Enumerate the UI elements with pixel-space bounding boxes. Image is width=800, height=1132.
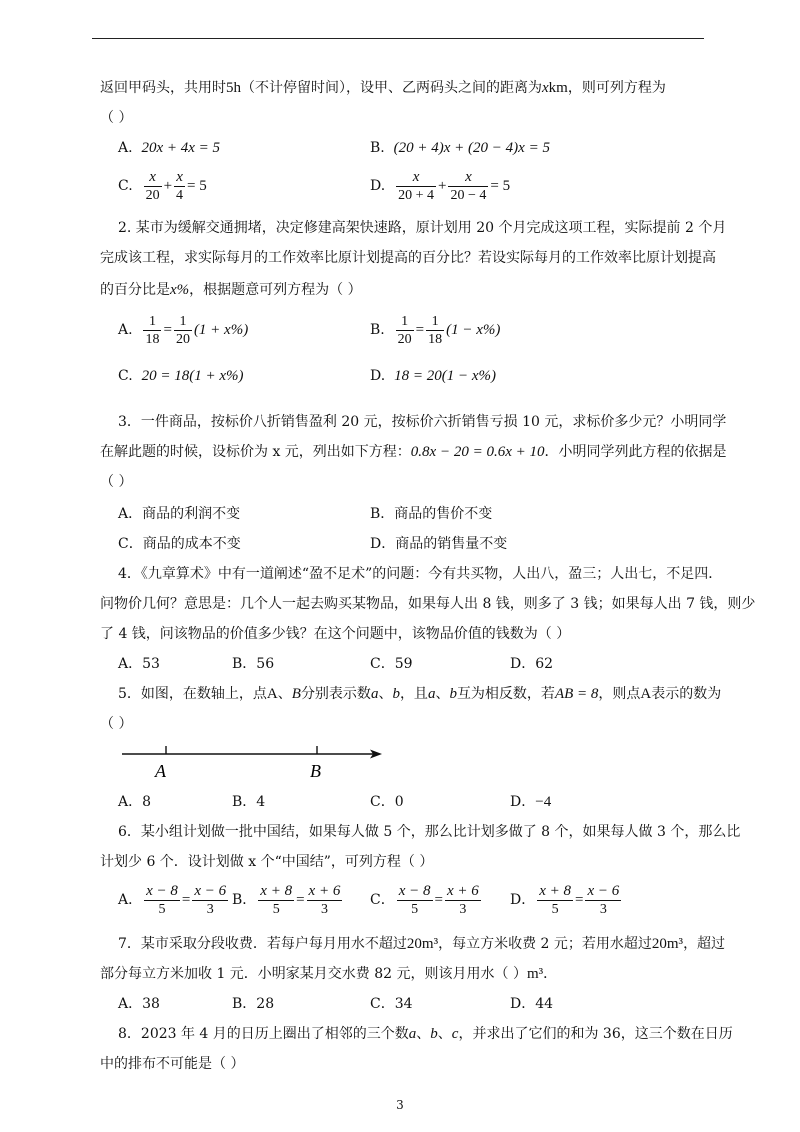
q2-a-tail: (1 + x%) [193, 322, 249, 338]
q3-option-c: C．商品的成本不变 [118, 536, 241, 552]
q5-text-c: ，且 [399, 686, 428, 702]
q8-var-b: b [430, 1026, 438, 1042]
q7-volume-2: 20m³ [651, 936, 684, 952]
q6-option-c [370, 880, 483, 920]
q1-stem-line [100, 78, 666, 98]
q2-d-expr: 18 = 20(1 − x%) [394, 368, 496, 384]
q4-option-b: B．56 [232, 656, 275, 672]
q2-line3 [100, 280, 362, 300]
q5-d-label: D． [510, 794, 536, 810]
frac-num: x [396, 169, 436, 187]
q8-var-a: a [408, 1026, 417, 1042]
q6-option-d [510, 880, 623, 920]
q6-a-frac2 [192, 883, 228, 918]
q5-pt-a2: A [640, 686, 652, 702]
q2-c-expr: 20 = 18(1 + x%) [141, 368, 244, 384]
q2-option-b [370, 310, 500, 350]
q2-b-tail: (1 − x%) [446, 322, 501, 338]
q6-option-a [118, 880, 230, 920]
q3-option-d: D．商品的销售量不变 [370, 536, 508, 552]
frac-den: 3 [599, 901, 607, 917]
q4-line2: 问物价几何？意思是：几个人一起去购买某物品，如果每人出 8 钱，则多了 3 钱；如果每人出 7 钱，则少 [100, 596, 756, 612]
q5-option-a: A．8 [118, 794, 152, 810]
q1-d-frac1 [396, 169, 436, 204]
q1-d-rhs: = 5 [490, 178, 511, 194]
q5-answer-paren: （ ） [100, 716, 133, 732]
frac-num: 1 [143, 313, 161, 331]
q1-a-expr: 20x + 4x = 5 [141, 140, 221, 156]
q1-b-label: B. [370, 140, 385, 156]
q5-sep3: 、 [435, 686, 450, 702]
frac-den: 5 [272, 901, 280, 917]
page-number: 3 [396, 1098, 404, 1112]
q1-text-b: （不计停留时间），设甲、乙两码头之间的距离为 [241, 80, 542, 96]
q3-answer-paren: （ ） [100, 474, 133, 490]
q1-c-frac2 [174, 169, 185, 204]
frac-den: 20 [145, 187, 160, 203]
frac-num: x + 8 [260, 882, 293, 899]
q1-option-d [370, 166, 510, 206]
q2-b-frac1 [396, 313, 414, 348]
q2-option-d [370, 366, 496, 386]
q2-text-b: ，根据题意可列方程为（ ） [189, 282, 362, 298]
q8-text-a: 8．2023 年 4 月的日历上圈出了相邻的三个数 [118, 1026, 409, 1042]
q6-b-frac2 [307, 883, 343, 918]
q6-b-frac1 [258, 883, 294, 918]
axis-label-a: A [155, 761, 166, 781]
frac-num: x + 6 [446, 882, 479, 899]
q1-unit: km [548, 80, 568, 96]
q6-a-label: A． [118, 892, 143, 908]
q2-var: x% [170, 282, 190, 298]
q1-option-b [370, 138, 550, 158]
q1-c-label: C. [118, 178, 133, 194]
q5-sep1: 、 [277, 686, 292, 702]
q2-c-label: C. [118, 368, 133, 384]
q6-d-frac1 [537, 883, 573, 918]
frac-num: x − 8 [398, 882, 431, 899]
q1-answer-paren: （ ） [100, 110, 133, 126]
q2-a-label: A. [118, 322, 133, 338]
q4-line1: 4．《九章算术》中有一道阐述“盈不足术”的问题：今有共买物，人出八，盈三；人出七，不足四． [118, 566, 723, 582]
q6-option-b [232, 880, 344, 920]
q3-option-a: A．商品的利润不变 [118, 506, 241, 522]
q1-c-frac1 [144, 169, 162, 204]
q1-c-op: + [163, 178, 173, 194]
q6-c-frac2 [445, 883, 481, 918]
q8-sep1: 、 [416, 1026, 431, 1042]
q6-eq: = [296, 892, 305, 908]
q1-option-a [118, 138, 220, 158]
frac-den: 20 [175, 331, 190, 347]
q6-line1: 6．某小组计划做一批中国结，如果每人做 5 个，那么比计划多做了 8 个，如果每人做 3 个，那么比 [118, 824, 741, 840]
q5-option-c: C．0 [370, 794, 404, 810]
frac-num: x − 6 [194, 882, 227, 899]
q5-text-e: ，则点 [598, 686, 641, 702]
q3-text-a: 在解此题的时候，设标价为 x 元，列出如下方程： [100, 444, 411, 460]
q6-c-label: C． [370, 892, 395, 908]
q4-option-a: A．53 [118, 656, 160, 672]
frac-num: 1 [174, 313, 192, 331]
q5-var-b2: b [449, 686, 457, 702]
q7-text-e: ． [543, 966, 558, 982]
q5-text-f: 表示的数为 [651, 686, 722, 702]
q5-option-d [510, 792, 551, 812]
q5-condition: AB = 8 [554, 686, 599, 702]
q8-sep2: 、 [437, 1026, 452, 1042]
q6-eq: = [181, 892, 191, 908]
q5-sep2: 、 [378, 686, 393, 702]
q6-d-label: D． [510, 892, 536, 908]
frac-den: 5 [411, 901, 419, 917]
frac-num: x − 8 [146, 882, 178, 899]
q1-d-op: + [438, 178, 447, 194]
q1-time: 5h [226, 80, 241, 96]
frac-den: 20 [397, 331, 412, 347]
frac-den: 3 [459, 901, 467, 917]
q4-option-c: C．59 [370, 656, 413, 672]
frac-num: x + 6 [308, 882, 341, 899]
frac-num: x [144, 169, 162, 187]
q5-pt-b: B [291, 686, 301, 702]
q1-text-a: 返回甲码头，共用时 [100, 80, 226, 96]
q7-text-d: 部分每立方米加收 1 元．小明家某月交水费 82 元，则该月用水（ ） [100, 966, 527, 982]
q7-text-b: ，每立方米收费 2 元；若用水超过 [438, 936, 652, 952]
q3-equation: 0.8x − 20 = 0.6x + 10 [410, 444, 545, 460]
q2-a-eq: = [163, 322, 172, 338]
q2-b-eq: = [415, 322, 425, 338]
q2-option-a [118, 310, 248, 350]
frac-num: x [174, 169, 185, 187]
q2-line1: 2. 某市为缓解交通拥堵，决定修建高架快速路，原计划用 20 个月完成这项工程，实际提前 2 个月 [118, 220, 727, 236]
q5-var-a: a [370, 686, 379, 702]
q6-b-label: B． [232, 892, 257, 908]
frac-den: 3 [206, 901, 214, 917]
q3-option-b: B．商品的售价不变 [370, 506, 493, 522]
frac-num: 1 [396, 313, 414, 331]
q8-text-b: ，并求出了它们的和为 36，这三个数在日历 [458, 1026, 733, 1042]
q7-line1 [118, 934, 725, 954]
q1-d-label: D. [370, 178, 386, 194]
q2-line2: 完成该工程，求实际每月的工作效率比原计划提高的百分比？若设实际每月的工作效率比原计划提高 [100, 250, 716, 266]
q2-text-a: 的百分比是 [100, 282, 170, 298]
q3-line2 [100, 442, 726, 462]
q5-pt-a: A [266, 686, 278, 702]
q7-text-a: 7．某市采取分段收费．若每户每月用水不超过 [118, 936, 407, 952]
q2-b-frac2 [426, 313, 444, 348]
q7-option-a: A．38 [118, 996, 160, 1012]
q5-text-d: 互为相反数，若 [456, 686, 555, 702]
q1-b-expr: (20 + 4)x + (20 − 4)x = 5 [393, 140, 550, 156]
frac-num: 1 [426, 313, 444, 331]
q6-eq: = [575, 892, 584, 908]
q2-b-label: B. [370, 322, 385, 338]
q4-line3: 了 4 钱，问该物品的价值多少钱？在这个问题中，该物品价值的钱数为（ ） [100, 626, 571, 642]
q5-text-b: 分别表示数 [300, 686, 371, 702]
q7-option-b: B．28 [232, 996, 275, 1012]
q6-line2: 计划少 6 个．设计划做 x 个“中国结”，可列方程（ ） [100, 854, 434, 870]
q2-a-frac2 [174, 313, 192, 348]
q6-a-frac1 [144, 883, 180, 918]
frac-den: 4 [176, 187, 184, 203]
frac-den: 18 [145, 331, 160, 347]
frac-num: x [448, 169, 488, 187]
header-rule [92, 38, 704, 39]
frac-den: 20 + 4 [398, 187, 434, 203]
q5-var-b: b [392, 686, 400, 702]
q7-option-d: D．44 [510, 996, 554, 1012]
q1-a-label: A. [118, 140, 133, 156]
frac-den: 5 [158, 901, 166, 917]
q7-volume-1: 20m³ [406, 936, 439, 952]
q7-option-c: C．34 [370, 996, 413, 1012]
q5-d-value: −4 [535, 794, 552, 810]
q4-option-d: D．62 [510, 656, 554, 672]
q5-line1 [118, 684, 721, 704]
q8-line2: 中的排布不可能是（ ） [100, 1056, 245, 1072]
q1-text-c: ，则可列方程为 [567, 80, 666, 96]
q2-option-c [118, 366, 243, 386]
q6-c-frac1 [397, 883, 433, 918]
frac-num: x − 6 [587, 882, 620, 899]
q5-option-b: B．4 [232, 794, 266, 810]
frac-den: 20 − 4 [450, 187, 487, 203]
q2-d-label: D. [370, 368, 386, 384]
frac-den: 3 [320, 901, 328, 917]
q5-var-a2: a [427, 686, 436, 702]
q8-var-c: c [451, 1026, 459, 1042]
q5-text-a: 5．如图，在数轴上，点 [118, 686, 267, 702]
q6-d-frac2 [585, 883, 621, 918]
q8-line1 [118, 1024, 733, 1044]
q7-text-c: ，超过 [683, 936, 726, 952]
q3-line1: 3．一件商品，按标价八折销售盈利 20 元，按标价六折销售亏损 10 元，求标价多少元？小明同学 [118, 414, 727, 430]
q7-line2 [100, 964, 557, 984]
q1-dist-var: x [542, 80, 549, 96]
q2-a-frac1 [143, 313, 161, 348]
q1-d-frac2 [448, 169, 488, 204]
frac-den: 5 [551, 901, 559, 917]
q7-unit: m³ [526, 966, 544, 982]
number-line-figure [120, 737, 390, 781]
q1-c-rhs: = 5 [187, 178, 207, 194]
q6-eq: = [434, 892, 443, 908]
frac-num: x + 8 [539, 882, 572, 899]
frac-den: 18 [428, 331, 443, 347]
q1-option-c [118, 166, 207, 206]
axis-label-b: B [310, 761, 321, 781]
q3-text-b: ．小明同学列此方程的依据是 [544, 444, 727, 460]
